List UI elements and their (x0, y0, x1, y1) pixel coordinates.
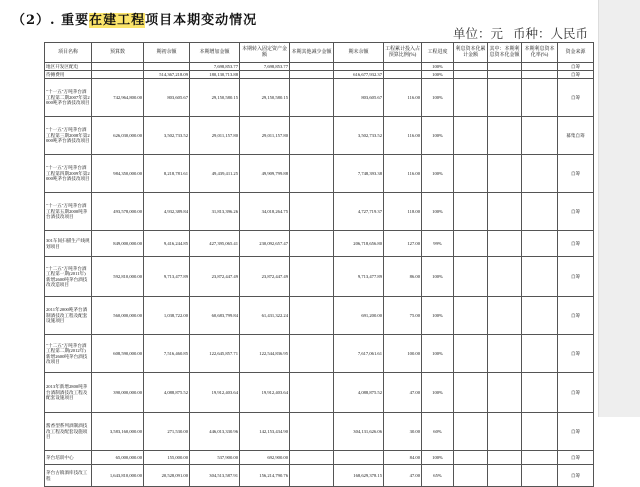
cell-int-rate (522, 451, 558, 465)
cell-int-cur (488, 193, 522, 231)
cell-progress: 100% (422, 63, 454, 71)
cell-progress: 100% (422, 297, 454, 335)
cell-opening: 1,038,722.00 (144, 297, 190, 335)
cell-ratio: 47.00 (384, 465, 422, 487)
cell-closing (334, 63, 384, 71)
cell-int-rate (522, 71, 558, 79)
column-header: 本期增加金额 (190, 43, 240, 63)
cell-int-total (454, 413, 488, 451)
cell-ratio: 118.00 (384, 193, 422, 231)
cell-source: 自筹 (558, 63, 594, 71)
cell-other (290, 79, 334, 117)
viewer-side-panel (598, 0, 640, 417)
table-row (45, 193, 594, 231)
cell-budget (92, 63, 144, 71)
table-body (45, 63, 594, 487)
construction-projects-table (44, 42, 594, 487)
column-header: 工程进度 (422, 43, 454, 63)
cell-progress: 60% (422, 413, 454, 451)
cell-name: "十二五"万吨茅台酒工程第二期(2012年)新增2600吨茅台酒技改项目 (45, 335, 92, 373)
cell-name: 301车间扫描生产线规划项目 (45, 231, 92, 257)
cell-increase: 427,395,065.41 (190, 231, 240, 257)
cell-closing: 3,502,733.52 (334, 117, 384, 155)
cell-source: 自筹 (558, 465, 594, 487)
table-row (45, 79, 594, 117)
cell-int-rate (522, 155, 558, 193)
cell-opening: 4,088,875.52 (144, 373, 190, 413)
cell-int-rate (522, 465, 558, 487)
column-header: 本期转入固定资产金额 (240, 43, 290, 63)
cell-increase: 23,872,447.49 (190, 257, 240, 297)
cell-source: 自筹 (558, 257, 594, 297)
heading-suffix: 项目本期变动情况 (145, 13, 258, 28)
cell-other (290, 451, 334, 465)
cell-transfer: 7,698,853.77 (240, 63, 290, 71)
table-row (45, 335, 594, 373)
column-header: 预算数 (92, 43, 144, 63)
cell-int-rate (522, 413, 558, 451)
cell-int-cur (488, 71, 522, 79)
unit-label: 单位：元 (452, 26, 503, 41)
cell-progress: 100% (422, 155, 454, 193)
cell-transfer: 230,092,657.47 (240, 231, 290, 257)
column-header: 其中：本期利息资本化金额 (488, 43, 522, 63)
cell-name: "十一五"万吨茅台酒工程第四期2009年第2000吨茅台酒技改项目 (45, 155, 92, 193)
heading-highlight: 在建工程 (89, 13, 146, 28)
cell-closing: 616,677,932.37 (334, 71, 384, 79)
cell-closing: 4,727,719.37 (334, 193, 384, 231)
cell-int-total (454, 465, 488, 487)
cell-progress: 100% (422, 193, 454, 231)
column-header: 本期利息资本化率(%) (522, 43, 558, 63)
cell-opening: 9,416,244.85 (144, 231, 190, 257)
cell-name: 待摊费用 (45, 71, 92, 79)
cell-opening: 9,713,477.89 (144, 257, 190, 297)
cell-int-cur (488, 465, 522, 487)
cell-int-total (454, 79, 488, 117)
cell-opening: 155,000.00 (144, 451, 190, 465)
cell-budget: 626,030,000.00 (92, 117, 144, 155)
cell-other (290, 257, 334, 297)
cell-closing (334, 451, 384, 465)
cell-int-total (454, 117, 488, 155)
column-header: 工程累计投入占预算比例(%) (384, 43, 422, 63)
cell-int-cur (488, 451, 522, 465)
column-header: 本期其他减少金额 (290, 43, 334, 63)
table-row (45, 71, 594, 79)
table-row (45, 257, 594, 297)
cell-other (290, 373, 334, 413)
cell-increase: 31,813,396.26 (190, 193, 240, 231)
cell-progress: 100% (422, 373, 454, 413)
cell-source: 自筹 (558, 297, 594, 335)
cell-source: 自筹 (558, 71, 594, 79)
table-header-row (45, 43, 594, 63)
cell-other (290, 231, 334, 257)
cell-increase: 19,912,403.64 (190, 373, 240, 413)
cell-transfer: 19,912,403.64 (240, 373, 290, 413)
cell-increase: 49,439,411.25 (190, 155, 240, 193)
cell-ratio: 127.00 (384, 231, 422, 257)
cell-budget: 493,578,000.00 (92, 193, 144, 231)
cell-int-total (454, 193, 488, 231)
cell-opening: 8,218,781.61 (144, 155, 190, 193)
cell-progress: 100% (422, 71, 454, 79)
currency-label: 币种：人民币 (512, 26, 588, 41)
cell-opening: 7,516,460.85 (144, 335, 190, 373)
cell-ratio: 116.00 (384, 79, 422, 117)
cell-int-cur (488, 373, 522, 413)
cell-name: "十一五"万吨茅台酒工程第五期2000吨茅台酒技改项目 (45, 193, 92, 231)
cell-source: 自筹 (558, 79, 594, 117)
table-row (45, 465, 594, 487)
cell-budget: 592,810,000.00 (92, 257, 144, 297)
cell-opening: 514,367,218.09 (144, 71, 190, 79)
cell-other (290, 71, 334, 79)
cell-int-total (454, 257, 488, 297)
cell-progress: 65% (422, 465, 454, 487)
cell-int-total (454, 231, 488, 257)
cell-int-total (454, 71, 488, 79)
cell-int-cur (488, 413, 522, 451)
cell-closing: 304,131,626.06 (334, 413, 384, 451)
cell-source: 自筹 (558, 373, 594, 413)
cell-int-rate (522, 79, 558, 117)
cell-progress: 99% (422, 231, 454, 257)
cell-int-cur (488, 79, 522, 117)
cell-progress: 100% (422, 335, 454, 373)
cell-increase: 29,011,157.80 (190, 117, 240, 155)
cell-increase: 7,698,853.77 (190, 63, 240, 71)
cell-int-total (454, 335, 488, 373)
cell-transfer: 49,909,799.88 (240, 155, 290, 193)
cell-other (290, 117, 334, 155)
cell-int-rate (522, 231, 558, 257)
cell-source: 自筹 (558, 451, 594, 465)
cell-closing: 9,713,477.89 (334, 257, 384, 297)
cell-transfer: 34,018,264.75 (240, 193, 290, 231)
cell-increase: 446,013,330.96 (190, 413, 240, 451)
cell-increase: 180,130,713.88 (190, 71, 240, 79)
cell-opening (144, 63, 190, 71)
cell-ratio (384, 71, 422, 79)
cell-budget: 390,000,000.00 (92, 373, 144, 413)
cell-source: 自筹 (558, 413, 594, 451)
cell-increase: 304,513,587.91 (190, 465, 240, 487)
cell-int-cur (488, 297, 522, 335)
table-row (45, 63, 594, 71)
cell-budget: 65,000,000.00 (92, 451, 144, 465)
cell-source: 自筹 (558, 231, 594, 257)
unit-currency-line (443, 24, 588, 42)
cell-int-cur (488, 335, 522, 373)
column-header: 利息资本化累计金额 (454, 43, 488, 63)
cell-transfer: 29,150,580.15 (240, 79, 290, 117)
cell-opening: 4,932,389.84 (144, 193, 190, 231)
cell-other (290, 297, 334, 335)
cell-source: 自筹 (558, 155, 594, 193)
cell-int-total (454, 155, 488, 193)
cell-int-rate (522, 63, 558, 71)
cell-closing: 691,200.00 (334, 297, 384, 335)
cell-budget: 3,583,160,000.00 (92, 413, 144, 451)
table-row (45, 155, 594, 193)
cell-closing: 168,629,378.15 (334, 465, 384, 487)
cell-ratio: 100.00 (384, 335, 422, 373)
cell-other (290, 193, 334, 231)
table-row (45, 117, 594, 155)
cell-name: "十二五"万吨茅台酒工程第一期(2011年)新增2600吨茅台酒技改改造项目 (45, 257, 92, 297)
cell-increase: 537,900.00 (190, 451, 240, 465)
cell-name: "十一五"万吨茅台酒工程第三期2008年第2000吨茅台酒技改项目 (45, 117, 92, 155)
cell-other (290, 335, 334, 373)
cell-int-cur (488, 117, 522, 155)
cell-other (290, 413, 334, 451)
table-row (45, 413, 594, 451)
cell-increase: 122,645,857.71 (190, 335, 240, 373)
cell-ratio (384, 63, 422, 71)
cell-name: 2011年2000吨茅台酒制酒技改工程及配套设施项目 (45, 297, 92, 335)
cell-int-cur (488, 257, 522, 297)
cell-increase: 29,150,580.15 (190, 79, 240, 117)
cell-budget: 849,000,000.00 (92, 231, 144, 257)
table-row (45, 231, 594, 257)
cell-int-total (454, 451, 488, 465)
heading-prefix: （2）. 重要 (12, 13, 90, 28)
cell-transfer: 61,431,322.24 (240, 297, 290, 335)
column-header: 项目名称 (45, 43, 92, 63)
cell-transfer: 122,544,836.95 (240, 335, 290, 373)
cell-opening: 271,530.00 (144, 413, 190, 451)
cell-source: 募集自筹 (558, 117, 594, 155)
cell-source: 自筹 (558, 335, 594, 373)
cell-transfer: 692,900.00 (240, 451, 290, 465)
cell-opening: 3,502,733.52 (144, 117, 190, 155)
column-header: 资金来源 (558, 43, 594, 63)
cell-other (290, 465, 334, 487)
cell-source: 自筹 (558, 193, 594, 231)
cell-budget: 1,643,810,000.00 (92, 465, 144, 487)
cell-ratio: 75.00 (384, 297, 422, 335)
cell-int-total (454, 297, 488, 335)
cell-int-rate (522, 193, 558, 231)
table-row (45, 297, 594, 335)
cell-transfer: 23,872,447.49 (240, 257, 290, 297)
cell-int-rate (522, 373, 558, 413)
cell-name: 酱香型系列酒制酒技改工程及配套设施项目 (45, 413, 92, 451)
cell-transfer: 142,153,434.90 (240, 413, 290, 451)
column-header: 期初余额 (144, 43, 190, 63)
table-row (45, 451, 594, 465)
cell-transfer (240, 71, 290, 79)
cell-int-rate (522, 297, 558, 335)
cell-name: 茅台培训中心 (45, 451, 92, 465)
cell-budget: 742,964,800.00 (92, 79, 144, 117)
cell-progress: 100% (422, 257, 454, 297)
cell-opening: 803,605.67 (144, 79, 190, 117)
cell-int-total (454, 373, 488, 413)
cell-int-total (454, 63, 488, 71)
cell-opening: 20,528,091.00 (144, 465, 190, 487)
cell-progress: 100% (422, 79, 454, 117)
cell-ratio: 84.00 (384, 451, 422, 465)
column-header: 期末余额 (334, 43, 384, 63)
cell-budget: 560,000,000.00 (92, 297, 144, 335)
cell-transfer: 156,214,790.76 (240, 465, 290, 487)
cell-transfer: 29,011,157.80 (240, 117, 290, 155)
cell-progress: 100% (422, 451, 454, 465)
cell-int-rate (522, 335, 558, 373)
cell-other (290, 155, 334, 193)
cell-name: 2013年新增2800吨茅台酒制酒技改工程及配套设施项目 (45, 373, 92, 413)
table-row (45, 373, 594, 413)
cell-progress: 100% (422, 117, 454, 155)
cell-name: "十一五"万吨茅台酒工程第二期2007年第2000吨茅台酒技改项目 (45, 79, 92, 117)
cell-ratio: 116.00 (384, 117, 422, 155)
cell-ratio: 47.00 (384, 373, 422, 413)
cell-budget: 984,350,000.00 (92, 155, 144, 193)
cell-ratio: 116.00 (384, 155, 422, 193)
cell-closing: 4,088,875.52 (334, 373, 384, 413)
cell-int-rate (522, 257, 558, 297)
section-heading (12, 9, 257, 28)
cell-other (290, 63, 334, 71)
cell-name: 茅台古镇酒库技改工程 (45, 465, 92, 487)
cell-budget (92, 71, 144, 79)
cell-closing: 7,748,393.38 (334, 155, 384, 193)
cell-budget: 608,590,000.00 (92, 335, 144, 373)
cell-int-cur (488, 63, 522, 71)
cell-closing: 206,718,656.80 (334, 231, 384, 257)
cell-ratio: 30.00 (384, 413, 422, 451)
cell-int-cur (488, 231, 522, 257)
cell-closing: 7,617,061.61 (334, 335, 384, 373)
cell-increase: 60,683,799.84 (190, 297, 240, 335)
cell-int-rate (522, 117, 558, 155)
cell-closing: 803,605.67 (334, 79, 384, 117)
cell-ratio: 86.00 (384, 257, 422, 297)
cell-int-cur (488, 155, 522, 193)
cell-name: 地区开发区配电 (45, 63, 92, 71)
